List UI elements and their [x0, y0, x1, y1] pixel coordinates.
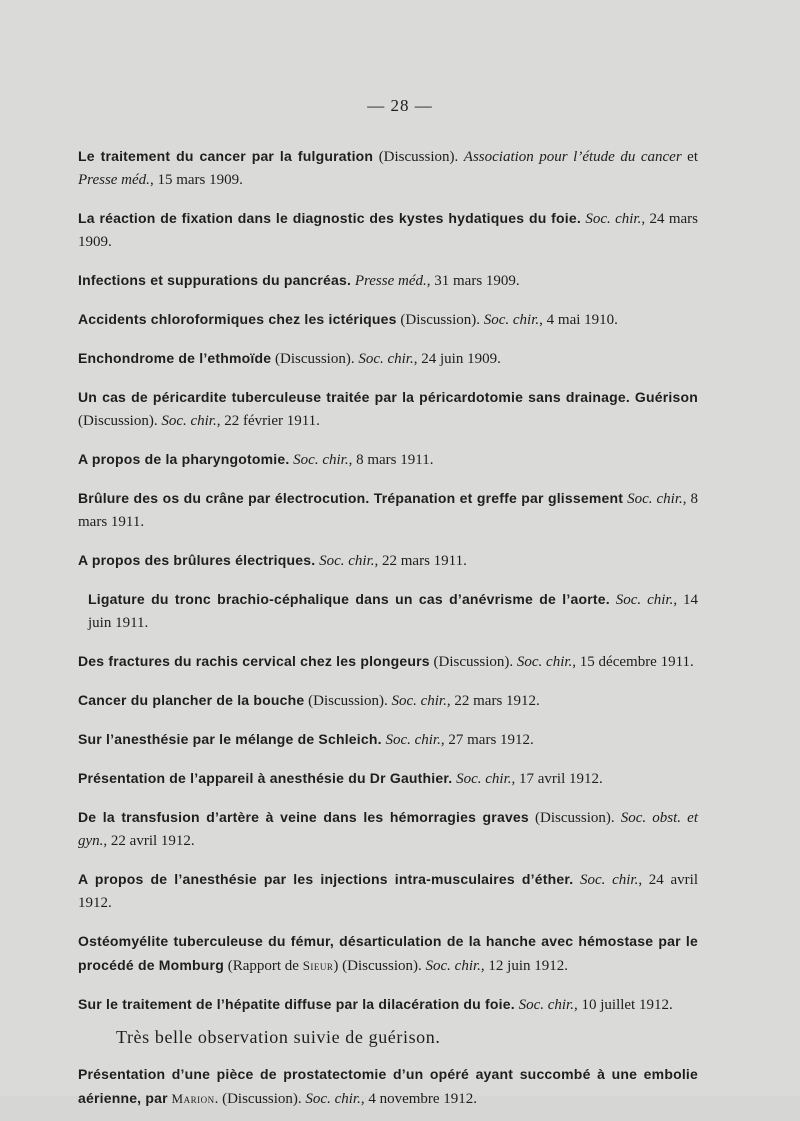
author-name: Marion: [171, 1091, 215, 1106]
bibliography-entry: [78, 269, 698, 293]
page-number: — 28 —: [367, 96, 433, 115]
entry-title: Présentation de l’appareil à anesthésie du Dr Gauthier.: [78, 770, 453, 786]
entry-date: , 4 mai 1910.: [539, 312, 618, 328]
entry-title: Sur le traitement de l’hépatite diffuse par la dilacération du foie.: [78, 996, 515, 1012]
entry-title: A propos de l’anesthésie par les injections intra-musculaires d’éther.: [78, 871, 574, 887]
entry-source: Soc. chir.: [319, 553, 375, 569]
entry-date: , 22 mars 1912.: [446, 693, 540, 709]
entry-date: , 15 décembre 1911.: [572, 654, 694, 670]
entry-date: , 24 juin 1909.: [413, 351, 501, 367]
entry-source: Soc. chir.: [518, 997, 574, 1013]
entry-source: Soc. chir.: [615, 592, 674, 608]
entry-source: Presse méd.: [78, 172, 150, 188]
entry-date: , 8 mars 1911.: [78, 491, 699, 530]
entry-title: Ligature du tronc brachio-céphalique dans un cas d’anévrisme de l’aorte.: [88, 591, 610, 607]
entry-source: Association pour l’étude du cancer: [463, 149, 682, 165]
entry-date: , 22 février 1911.: [216, 413, 320, 429]
entry-title: A propos de la pharyngotomie.: [78, 451, 290, 467]
entry-date: , 17 avril 1912.: [511, 771, 603, 787]
bibliography-entry: De la transfusion d’artère à veine dans les hémorragies graves (Discussion). Soc. obst. et gyn., 22 avril 1912.: [78, 809, 698, 849]
entry-date: , 8 mars 1911.: [348, 452, 434, 468]
entry-title: A propos des brûlures électriques.: [78, 552, 316, 568]
entry-date: , 10 juillet 1912.: [573, 997, 673, 1013]
bibliography-entry: [78, 868, 698, 915]
entry-source: Soc. chir.: [305, 1091, 361, 1107]
entry-title: Ostéomyélite tuberculeuse du fémur, désarticulation de la hanche avec hémostase par le procédé de Momburg: [78, 933, 698, 973]
entry-source: Soc. chir.: [483, 312, 540, 328]
bibliography-entry: [78, 728, 698, 752]
bibliography-entry: Accidents chloroformiques chez les ictériques (Discussion). Soc. chir., 4 mai 1910.: [78, 311, 618, 328]
entry-source: Soc. obst. et gyn.: [78, 810, 698, 849]
bibliography-entry: [78, 588, 698, 635]
entry-date: , 12 juin 1912.: [480, 958, 569, 974]
bibliography-entry: Présentation d’une pièce de prostatectomie d’un opéré ayant succombé à une embolie aérienne, par Marion. (Discussion). Soc. chir., 4 novembre 1912.: [78, 1066, 698, 1107]
entry-date: , 4 novembre 1912.: [360, 1091, 478, 1107]
entry-title: Des fractures du rachis cervical chez les plongeurs: [78, 653, 430, 669]
entry-source: Soc. chir.: [293, 452, 349, 468]
bibliography-entry: [78, 993, 698, 1017]
bibliography-list: [78, 130, 698, 1121]
observation-note: Très belle observation suivie de guérison.: [116, 1027, 441, 1047]
entry-title: Accidents chloroformiques chez les ictériques: [78, 311, 397, 327]
bibliography-entry: [78, 549, 698, 573]
entry-title: Le traitement du cancer par la fulguration: [78, 148, 374, 164]
entry-date: , 27 mars 1912.: [440, 732, 534, 748]
entry-source: Presse méd.: [354, 273, 427, 289]
entry-source: Soc. chir.: [456, 771, 512, 787]
bibliography-entry: Enchondrome de l’ethmoïde (Discussion). Soc. chir., 24 juin 1909.: [78, 350, 501, 367]
entry-date: , 14 juin 1911.: [88, 592, 699, 631]
bibliography-entry: Ostéomyélite tuberculeuse du fémur, désarticulation de la hanche avec hémostase par le procédé de Momburg (Rapport de Sieur) (Discussion). Soc. chir., 12 juin 1912.: [78, 933, 698, 974]
entry-title: La réaction de fixation dans le diagnostic des kystes hydatiques du foie.: [78, 210, 581, 226]
entry-source: Soc. chir.: [391, 693, 447, 709]
entry-source: Soc. chir.: [425, 958, 481, 974]
entry-source: Soc. chir.: [385, 732, 441, 748]
bibliography-entry: Le traitement du cancer par la fulguration (Discussion). Association pour l’étude du cancer et Presse méd., 15 mars 1909.: [78, 148, 698, 188]
entry-date: , 15 mars 1909.: [149, 172, 243, 188]
entry-title: Un cas de péricardite tuberculeuse traitée par la péricardotomie sans drainage. Guérison: [78, 389, 698, 405]
entry-source: Soc. chir.: [358, 351, 414, 367]
bibliography-entry: [78, 487, 698, 534]
bibliography-entry: Des fractures du rachis cervical chez les plongeurs (Discussion). Soc. chir., 15 décembre 1911.: [78, 653, 694, 670]
entry-source: Soc. chir.: [627, 491, 683, 507]
author-name: Sieur: [302, 958, 334, 973]
bibliography-entry: [78, 767, 698, 791]
entry-title: Présentation d’une pièce de prostatectomie d’un opéré ayant succombé à une embolie aérienne, par: [78, 1066, 698, 1106]
entry-title: Sur l’anesthésie par le mélange de Schleich.: [78, 731, 382, 747]
entry-source: Soc. chir.: [580, 872, 639, 888]
entry-title: Cancer du plancher de la bouche: [78, 692, 305, 708]
entry-date: , 24 mars 1909.: [78, 211, 698, 250]
bibliography-entry: [78, 448, 698, 472]
entry-date: , 22 avril 1912.: [103, 833, 195, 849]
bibliography-entry: Un cas de péricardite tuberculeuse traitée par la péricardotomie sans drainage. Guérison (Discussion). Soc. chir., 22 février 1911.: [78, 389, 698, 429]
entry-title: Infections et suppurations du pancréas.: [78, 272, 352, 288]
entry-source: Soc. chir.: [516, 654, 573, 670]
entry-title: Enchondrome de l’ethmoïde: [78, 350, 272, 366]
entry-date: , 22 mars 1911.: [374, 553, 467, 569]
entry-date: , 31 mars 1909.: [426, 273, 520, 289]
bibliography-entry: [78, 207, 698, 254]
entry-source: Soc. chir.: [585, 211, 642, 227]
entry-title: De la transfusion d’artère à veine dans les hémorragies graves: [78, 809, 529, 825]
entry-title: Brûlure des os du crâne par électrocution. Trépanation et greffe par glissement: [78, 490, 624, 506]
entry-date: , 24 avril 1912.: [78, 872, 698, 911]
bibliography-entry: Cancer du plancher de la bouche (Discussion). Soc. chir., 22 mars 1912.: [78, 692, 540, 709]
entry-source: Soc. chir.: [161, 413, 217, 429]
